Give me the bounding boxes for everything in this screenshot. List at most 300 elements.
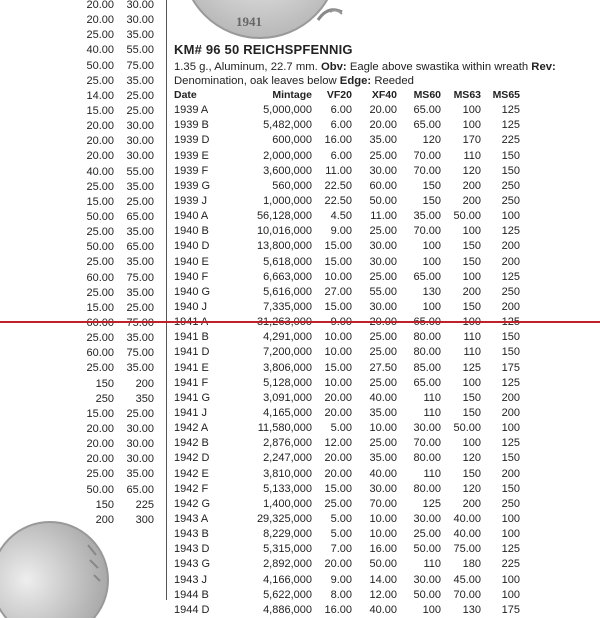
- cell-xf40: 12.00: [369, 588, 397, 601]
- cell-date: 1941 G: [174, 391, 211, 404]
- cell-xf40: 25.00: [369, 376, 397, 389]
- listing-header: [174, 42, 594, 88]
- cell-date: 1940 G: [174, 285, 211, 298]
- cell-mintage: 5,133,000: [263, 482, 312, 495]
- cell-xf40: 25.00: [369, 225, 397, 238]
- cell-vf20: 15.00: [324, 361, 352, 374]
- cell-ms60: 100: [422, 255, 441, 268]
- cell-mintage: 2,892,000: [263, 558, 312, 571]
- left-price-b: 25.00: [126, 407, 154, 420]
- cell-ms60: 85.00: [413, 361, 441, 374]
- cell-ms65: 150: [501, 452, 520, 465]
- cell-ms65: 100: [501, 573, 520, 586]
- cell-ms63: 150: [462, 406, 481, 419]
- left-price-b: 35.00: [126, 362, 154, 375]
- cell-ms60: 110: [423, 558, 441, 571]
- left-price-a: 150: [95, 377, 114, 390]
- cell-date: 1943 B: [174, 528, 209, 541]
- left-price-row: [86, 74, 158, 89]
- left-price-row: [86, 43, 158, 58]
- cell-date: 1941 F: [174, 376, 209, 389]
- left-price-b: 65.00: [126, 241, 154, 254]
- left-price-b: 55.00: [126, 165, 154, 178]
- left-price-b: 350: [135, 392, 154, 405]
- table-row: [174, 588, 594, 603]
- cell-ms63: 170: [462, 134, 481, 147]
- table-row: [174, 164, 594, 179]
- cell-ms60: 50.00: [413, 588, 441, 601]
- left-price-row: [86, 149, 158, 164]
- cell-vf20: 22.50: [324, 194, 352, 207]
- left-price-a: 20.00: [86, 150, 114, 163]
- left-price-a: [86, 316, 114, 331]
- left-price-row: [86, 361, 158, 376]
- cell-ms63: 100: [462, 437, 481, 450]
- cell-mintage: 2,000,000: [263, 149, 312, 162]
- table-body: [174, 103, 594, 618]
- cell-ms60: 100: [422, 240, 441, 253]
- left-price-row: [86, 195, 158, 210]
- cell-ms63: 110: [463, 331, 481, 344]
- cell-xf40: 25.00: [369, 331, 397, 344]
- left-price-row: [86, 301, 158, 316]
- cell-xf40: 50.00: [369, 194, 397, 207]
- left-price-row: [86, 180, 158, 195]
- cell-ms63: 150: [462, 255, 481, 268]
- cell-ms60: 30.00: [413, 422, 441, 435]
- cell-mintage: 3,600,000: [263, 164, 312, 177]
- cell-date: 1940 F: [174, 270, 209, 283]
- cell-vf20: 25.00: [324, 497, 352, 510]
- left-price-b: 35.00: [126, 29, 154, 42]
- cell-ms63: 130: [462, 603, 481, 616]
- table-row: [174, 406, 594, 421]
- cell-date: 1940 E: [174, 255, 209, 268]
- cell-ms63: 100: [462, 270, 481, 283]
- left-price-a: 15.00: [86, 407, 114, 420]
- cell-ms65: 200: [501, 467, 520, 480]
- cell-xf40: 10.00: [369, 422, 397, 435]
- left-price-row: [86, 437, 158, 452]
- cell-ms60: 150: [422, 194, 441, 207]
- cell-ms60: 100: [422, 300, 441, 313]
- table-row: [174, 133, 594, 148]
- left-price-a: 25.00: [86, 74, 114, 87]
- cell-ms60: 70.00: [413, 225, 441, 238]
- cell-ms65: 125: [501, 437, 520, 450]
- cell-date: 1939 B: [174, 119, 209, 132]
- left-price-a: 20.00: [86, 120, 114, 133]
- cell-ms63: 70.00: [453, 588, 481, 601]
- coin-reverse-image: [60, 525, 120, 605]
- cell-xf40: 25.00: [369, 149, 397, 162]
- left-price-a: 150: [95, 498, 114, 511]
- left-price-a: 25.00: [86, 286, 114, 299]
- cell-date: 1939 J: [174, 194, 208, 207]
- left-price-a: 50.00: [86, 59, 114, 72]
- cell-ms65: 250: [501, 285, 520, 298]
- cell-vf20: 6.00: [330, 119, 352, 132]
- cell-ms63: 150: [462, 300, 481, 313]
- cell-date: 1942 A: [174, 422, 209, 435]
- left-price-b: 35.00: [126, 74, 154, 87]
- cell-mintage: 7,200,000: [263, 346, 312, 359]
- red-highlight-line: [0, 321, 600, 323]
- left-price-b: 30.00: [126, 438, 154, 451]
- cell-ms60: 80.00: [413, 346, 441, 359]
- header-xf40: XF40: [371, 89, 397, 101]
- cell-mintage: 29,325,000: [256, 512, 312, 525]
- coin-date-text: 1941: [236, 14, 262, 29]
- left-price-a: 20.00: [86, 438, 114, 451]
- left-price-row: [86, 59, 158, 74]
- cell-ms63: 50.00: [453, 422, 481, 435]
- left-price-a: 20.00: [86, 453, 114, 466]
- left-price-row: [86, 316, 158, 331]
- left-price-b: 30.00: [126, 0, 154, 11]
- cell-vf20: 27.00: [324, 285, 352, 298]
- left-price-b: [114, 316, 154, 331]
- left-price-b: 75.00: [126, 347, 154, 360]
- cell-ms65: 100: [501, 210, 520, 223]
- table-row: [174, 512, 594, 527]
- cell-ms60: 110: [423, 406, 441, 419]
- table-row: [174, 285, 594, 300]
- mintage-price-table: [174, 88, 594, 618]
- cell-xf40: 35.00: [369, 406, 397, 419]
- cell-mintage: 4,165,000: [263, 406, 312, 419]
- cell-ms60: 65.00: [413, 270, 441, 283]
- cell-mintage: 2,876,000: [263, 437, 312, 450]
- table-row: [174, 300, 594, 315]
- cell-date: 1939 G: [174, 179, 211, 192]
- cell-date: 1940 J: [174, 300, 208, 313]
- cell-xf40: 30.00: [369, 255, 397, 268]
- cell-xf40: 35.00: [369, 134, 397, 147]
- left-price-row: [86, 377, 158, 392]
- left-price-row: [86, 513, 158, 528]
- left-price-b: 200: [135, 377, 154, 390]
- left-price-b: 30.00: [126, 422, 154, 435]
- cell-ms65: 200: [501, 406, 520, 419]
- cell-ms60: 110: [423, 391, 441, 404]
- cell-date: 1943 J: [174, 573, 208, 586]
- cell-date: 1939 E: [174, 149, 209, 162]
- left-price-a: 15.00: [86, 104, 114, 117]
- left-price-row: [86, 271, 158, 286]
- rev-label: Rev:: [531, 61, 556, 73]
- cell-ms65: 225: [501, 558, 520, 571]
- cell-vf20: 6.00: [330, 104, 352, 117]
- cell-vf20: 20.00: [324, 406, 352, 419]
- cell-date: 1939 A: [174, 104, 209, 117]
- cell-date: 1941 E: [174, 361, 209, 374]
- left-price-b: 25.00: [126, 89, 154, 102]
- edge-text: Reeded: [374, 75, 414, 87]
- cell-ms63: 40.00: [453, 528, 481, 541]
- cell-date: 1940 D: [174, 240, 210, 253]
- cell-ms60: 30.00: [413, 573, 441, 586]
- header-date: Date: [174, 89, 197, 101]
- left-price-b: 25.00: [126, 195, 154, 208]
- left-price-b: 35.00: [126, 286, 154, 299]
- obv-label: Obv:: [320, 61, 347, 73]
- cell-ms63: 100: [462, 225, 481, 238]
- cell-xf40: 25.00: [369, 270, 397, 283]
- cell-xf40: 11.00: [370, 210, 397, 223]
- cell-vf20: 20.00: [324, 452, 352, 465]
- cell-ms63: 50.00: [453, 210, 481, 223]
- cell-ms63: 120: [462, 452, 481, 465]
- table-row: [174, 542, 594, 557]
- left-price-row: [86, 346, 158, 361]
- cell-xf40: 30.00: [369, 164, 397, 177]
- cell-ms65: 150: [501, 482, 520, 495]
- cell-xf40: 30.00: [369, 240, 397, 253]
- cell-xf40: 35.00: [369, 452, 397, 465]
- left-price-b: 30.00: [126, 453, 154, 466]
- cell-mintage: 5,128,000: [263, 376, 312, 389]
- left-price-b: 75.00: [126, 271, 154, 284]
- cell-date: 1942 D: [174, 452, 210, 465]
- cell-ms65: 100: [501, 512, 520, 525]
- obv-text: Eagle above swastika within wreath: [349, 61, 529, 73]
- cell-ms65: 125: [501, 104, 520, 117]
- left-price-row: [86, 89, 158, 104]
- cell-ms60: 80.00: [413, 482, 441, 495]
- cell-ms60: 120: [422, 134, 441, 147]
- left-price-row: [86, 452, 158, 467]
- left-price-a: 20.00: [86, 14, 114, 27]
- cell-date: 1939 F: [174, 164, 209, 177]
- table-row: [174, 451, 594, 466]
- left-price-b: 225: [135, 498, 154, 511]
- cell-vf20: 16.00: [324, 603, 352, 616]
- cell-ms63: 110: [463, 149, 481, 162]
- table-row: [174, 497, 594, 512]
- table-row: [174, 436, 594, 451]
- left-price-row: [86, 422, 158, 437]
- cell-xf40: 50.00: [369, 558, 397, 571]
- cell-ms65: 125: [501, 543, 520, 556]
- cell-ms65: 250: [501, 497, 520, 510]
- cell-vf20: 9.00: [330, 225, 352, 238]
- column-divider: [166, 0, 167, 600]
- cell-vf20: 22.50: [324, 179, 352, 192]
- left-price-a: 20.00: [86, 135, 114, 148]
- cell-vf20: 15.00: [324, 240, 352, 253]
- cell-date: 1942 G: [174, 497, 211, 510]
- cell-xf40: 30.00: [369, 482, 397, 495]
- listing-description: [174, 60, 594, 88]
- header-ms60: MS60: [413, 89, 441, 101]
- left-price-a: 25.00: [86, 332, 114, 345]
- left-price-a: 40.00: [86, 44, 114, 57]
- coin-obverse-image: [200, 0, 360, 40]
- left-price-b: 75.00: [126, 59, 154, 72]
- left-price-a: 15.00: [86, 301, 114, 314]
- cell-mintage: 4,291,000: [263, 331, 312, 344]
- cell-ms65: 175: [501, 361, 520, 374]
- cell-ms60: 50.00: [413, 543, 441, 556]
- cell-vf20: 10.00: [324, 376, 352, 389]
- cell-ms60: 100: [422, 603, 441, 616]
- specs-text: 1.35 g., Aluminum, 22.7 mm.: [174, 61, 318, 73]
- cell-vf20: 4.50: [330, 210, 352, 223]
- cell-xf40: 70.00: [369, 497, 397, 510]
- left-price-b: 65.00: [126, 210, 154, 223]
- cell-ms63: 120: [462, 164, 481, 177]
- left-price-b: 35.00: [126, 468, 154, 481]
- left-price-b: 30.00: [126, 135, 154, 148]
- left-price-a: 60.00: [86, 271, 114, 284]
- cell-ms65: 200: [501, 240, 520, 253]
- left-price-a: 14.00: [86, 89, 114, 102]
- left-price-b: 35.00: [126, 256, 154, 269]
- cell-mintage: 11,580,000: [257, 422, 312, 435]
- left-price-a: 20.00: [86, 0, 114, 11]
- cell-vf20: 10.00: [324, 270, 352, 283]
- cell-date: 1943 A: [174, 512, 209, 525]
- cell-xf40: 30.00: [369, 300, 397, 313]
- left-price-a: 25.00: [86, 362, 114, 375]
- table-row: [174, 224, 594, 239]
- previous-listing-prices: [86, 0, 158, 528]
- cell-ms65: 150: [501, 331, 520, 344]
- cell-mintage: 5,315,000: [263, 543, 312, 556]
- cell-mintage: 1,000,000: [263, 194, 312, 207]
- cell-ms65: 100: [501, 588, 520, 601]
- left-price-row: [86, 498, 158, 513]
- table-row: [174, 255, 594, 270]
- cell-ms63: 75.00: [453, 543, 481, 556]
- table-row: [174, 103, 594, 118]
- cell-xf40: 20.00: [369, 119, 397, 132]
- cell-ms65: 150: [501, 149, 520, 162]
- cell-ms65: 250: [501, 194, 520, 207]
- cell-date: 1940 A: [174, 210, 209, 223]
- table-row: [174, 376, 594, 391]
- cell-xf40: 55.00: [369, 285, 397, 298]
- cell-ms63: 200: [462, 497, 481, 510]
- cell-date: 1944 D: [174, 603, 210, 616]
- cell-ms60: 110: [423, 467, 441, 480]
- left-price-b: 30.00: [126, 14, 154, 27]
- cell-mintage: 3,806,000: [263, 361, 312, 374]
- header-ms65: MS65: [492, 89, 520, 101]
- cell-date: 1942 B: [174, 437, 209, 450]
- table-row: [174, 270, 594, 285]
- left-price-b: 300: [135, 513, 154, 526]
- cell-xf40: 27.50: [369, 361, 397, 374]
- left-price-row: [86, 331, 158, 346]
- cell-ms63: 125: [462, 361, 481, 374]
- left-price-a: 250: [95, 392, 114, 405]
- left-price-a: 50.00: [86, 210, 114, 223]
- cell-vf20: 10.00: [324, 331, 352, 344]
- cell-ms60: 65.00: [413, 104, 441, 117]
- table-row: [174, 118, 594, 133]
- cell-ms60: 70.00: [413, 164, 441, 177]
- cell-date: 1939 D: [174, 134, 210, 147]
- cell-vf20: 15.00: [324, 482, 352, 495]
- left-price-a: 25.00: [86, 468, 114, 481]
- left-price-b: 35.00: [126, 226, 154, 239]
- cell-ms60: 65.00: [413, 119, 441, 132]
- cell-mintage: 4,886,000: [263, 603, 312, 616]
- left-price-a: 25.00: [86, 29, 114, 42]
- cell-ms65: 150: [501, 164, 520, 177]
- cell-ms63: 45.00: [453, 573, 481, 586]
- cell-ms65: 200: [501, 255, 520, 268]
- cell-date: 1943 G: [174, 558, 211, 571]
- cell-date: 1941 D: [174, 346, 210, 359]
- left-price-row: [86, 240, 158, 255]
- table-row: [174, 527, 594, 542]
- left-price-row: [86, 392, 158, 407]
- cell-vf20: 5.00: [330, 512, 352, 525]
- cell-date: 1942 F: [174, 482, 209, 495]
- table-header-row: [174, 88, 594, 103]
- rev-text: Denomination, oak leaves below: [174, 75, 337, 87]
- cell-mintage: 1,400,000: [263, 497, 312, 510]
- cell-ms63: 120: [462, 482, 481, 495]
- left-price-row: [86, 119, 158, 134]
- cell-ms60: 65.00: [413, 376, 441, 389]
- cell-xf40: 20.00: [369, 104, 397, 117]
- cell-ms65: 250: [501, 179, 520, 192]
- cell-mintage: 5,616,000: [263, 285, 312, 298]
- cell-ms60: 70.00: [413, 149, 441, 162]
- cell-vf20: 20.00: [324, 391, 352, 404]
- cell-ms65: 125: [501, 270, 520, 283]
- cell-mintage: 5,482,000: [263, 119, 312, 132]
- cell-mintage: 8,229,000: [263, 528, 312, 541]
- cell-vf20: 8.00: [330, 588, 352, 601]
- cell-ms60: 125: [422, 497, 441, 510]
- left-price-b: 55.00: [126, 44, 154, 57]
- cell-mintage: 560,000: [272, 179, 312, 192]
- left-price-a: 50.00: [86, 241, 114, 254]
- table-row: [174, 421, 594, 436]
- cell-ms63: 110: [463, 346, 481, 359]
- left-price-a: 20.00: [86, 422, 114, 435]
- left-price-row: [86, 0, 158, 13]
- cell-vf20: 20.00: [324, 558, 352, 571]
- left-price-a: 25.00: [86, 180, 114, 193]
- cell-ms65: 225: [501, 134, 520, 147]
- cell-ms63: 200: [462, 179, 481, 192]
- cell-xf40: 25.00: [369, 437, 397, 450]
- table-row: [174, 194, 594, 209]
- header-vf20: VF20: [326, 89, 352, 101]
- cell-vf20: 11.00: [325, 164, 352, 177]
- cell-mintage: 13,800,000: [256, 240, 312, 253]
- cell-vf20: 15.00: [324, 255, 352, 268]
- left-price-row: [86, 134, 158, 149]
- cell-ms65: 150: [501, 346, 520, 359]
- table-row: [174, 179, 594, 194]
- cell-mintage: 5,622,000: [263, 588, 312, 601]
- cell-vf20: 7.00: [330, 543, 352, 556]
- cell-vf20: 9.00: [330, 573, 352, 586]
- cell-xf40: 14.00: [369, 573, 397, 586]
- cell-ms63: 180: [462, 558, 481, 571]
- left-price-b: 35.00: [126, 180, 154, 193]
- cell-ms63: 150: [462, 391, 481, 404]
- cell-vf20: 10.00: [324, 346, 352, 359]
- cell-ms60: 130: [422, 285, 441, 298]
